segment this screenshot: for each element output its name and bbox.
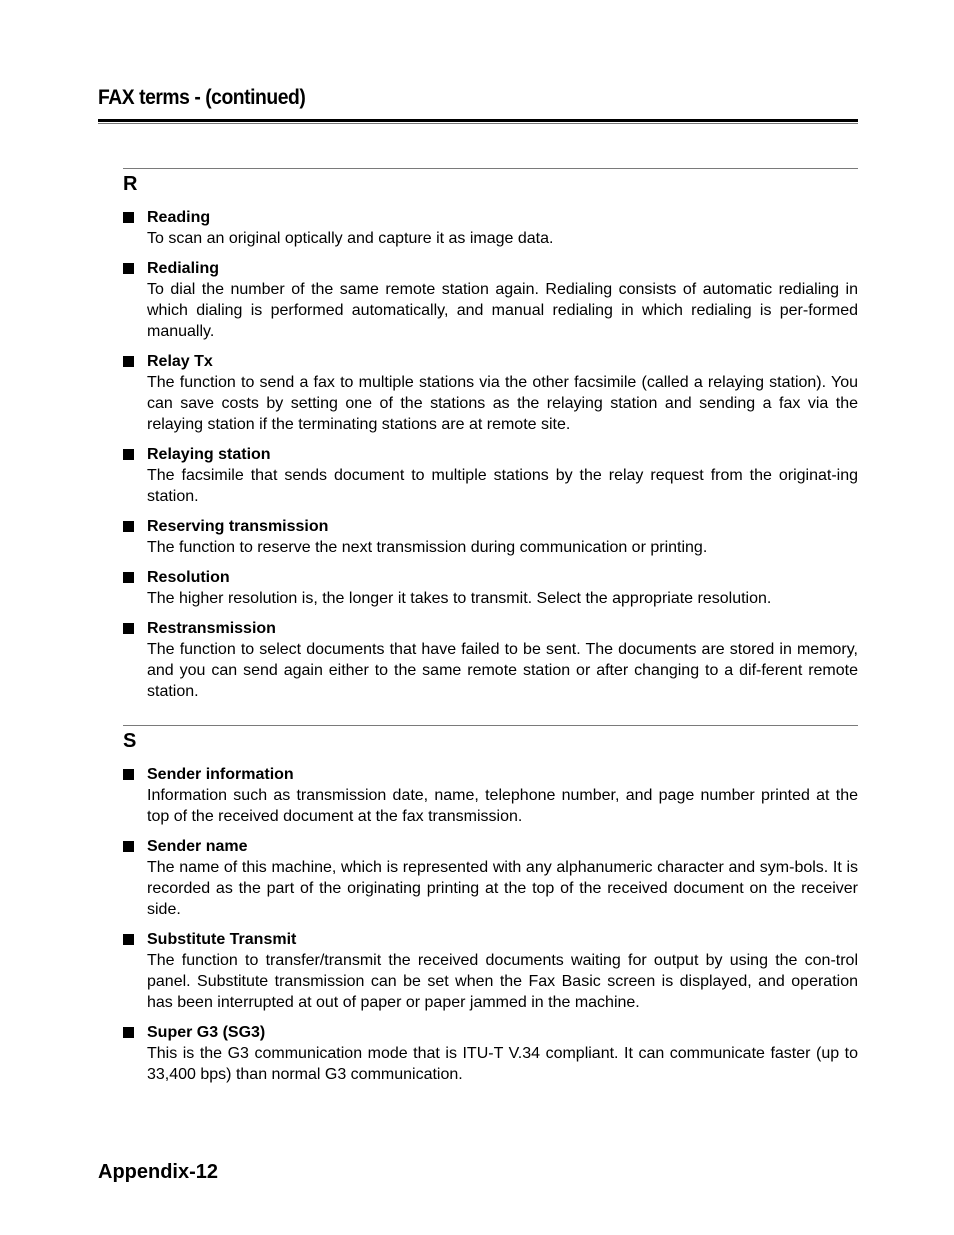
square-bullet-icon xyxy=(123,769,134,780)
page-number: Appendix-12 xyxy=(98,1161,219,1183)
glossary-content xyxy=(123,168,858,1094)
term-definition: This is the G3 communication mode that is ITU-T V.34 compliant. It can communicate faster (up to 33,400 bps) than normal G3 communication. xyxy=(147,1045,858,1083)
glossary-entry xyxy=(123,929,858,1013)
glossary-entry xyxy=(123,836,858,920)
term-definition: The function to select documents that have failed to be sent. The documents are stored in memory, and you can send again either to the same remote station or after changing to a dif-ferent remote station. xyxy=(147,641,858,700)
glossary-entry xyxy=(123,618,858,702)
term-name: Relay Tx xyxy=(147,353,213,370)
square-bullet-icon xyxy=(123,449,134,460)
section-letter: S xyxy=(123,730,137,752)
term-definition: The facsimile that sends document to multiple stations by the relay request from the originat-ing station. xyxy=(147,467,858,505)
section-letter: R xyxy=(123,173,138,195)
square-bullet-icon xyxy=(123,934,134,945)
square-bullet-icon xyxy=(123,1027,134,1038)
term-name: Redialing xyxy=(147,260,220,277)
square-bullet-icon xyxy=(123,356,134,367)
term-name: Reading xyxy=(147,209,211,226)
glossary-section-s xyxy=(123,725,858,1085)
term-name: Resolution xyxy=(147,569,230,586)
term-definition: Information such as transmission date, name, telephone number, and page number printed at the top of the received document at the fax transmission. xyxy=(147,787,858,825)
term-definition: The function to send a fax to multiple stations via the other facsimile (called a relaying station). You can save costs by setting one of the stations as the relaying station and sending a fax via the relaying station if the terminating stations are at remote site. xyxy=(147,374,858,433)
term-definition: To dial the number of the same remote station again. Redialing consists of automatic redialing in which dialing is performed automatically, and manual redialing in which redialing is per-formed manually. xyxy=(147,281,858,340)
square-bullet-icon xyxy=(123,623,134,634)
term-name: Sender name xyxy=(147,838,248,855)
square-bullet-icon xyxy=(123,572,134,583)
term-definition: The name of this machine, which is represented with any alphanumeric character and sym-bols. It is recorded as the part of the originating printing at the top of the received document on the receiver side. xyxy=(147,859,858,918)
glossary-section-r xyxy=(123,168,858,702)
glossary-entry xyxy=(123,207,858,249)
header-divider-thin xyxy=(98,123,858,124)
term-name: Super G3 (SG3) xyxy=(147,1024,266,1041)
glossary-entry xyxy=(123,444,858,507)
square-bullet-icon xyxy=(123,212,134,223)
term-definition: The function to reserve the next transmission during communication or printing. xyxy=(147,539,708,556)
square-bullet-icon xyxy=(123,841,134,852)
term-name: Reserving transmission xyxy=(147,518,329,535)
glossary-entry xyxy=(123,764,858,827)
page-title: FAX terms - (continued) xyxy=(98,86,306,109)
glossary-entry xyxy=(123,1022,858,1085)
square-bullet-icon xyxy=(123,521,134,532)
term-definition: To scan an original optically and capture it as image data. xyxy=(147,230,554,247)
term-definition: The higher resolution is, the longer it takes to transmit. Select the appropriate resolution. xyxy=(147,590,772,607)
glossary-entry xyxy=(123,516,858,558)
term-definition: The function to transfer/transmit the received documents waiting for output by using the con-trol panel. Substitute transmission can be set when the Fax Basic screen is displayed, and operation has been interrupted at out of paper or paper jammed in the machine. xyxy=(147,952,858,1011)
glossary-entry xyxy=(123,567,858,609)
glossary-entry xyxy=(123,351,858,435)
page-header xyxy=(98,84,858,124)
term-name: Relaying station xyxy=(147,446,271,463)
header-divider xyxy=(98,119,858,122)
square-bullet-icon xyxy=(123,263,134,274)
term-name: Restransmission xyxy=(147,620,276,637)
term-name: Sender information xyxy=(147,766,294,783)
glossary-entry xyxy=(123,258,858,342)
term-name: Substitute Transmit xyxy=(147,931,297,948)
